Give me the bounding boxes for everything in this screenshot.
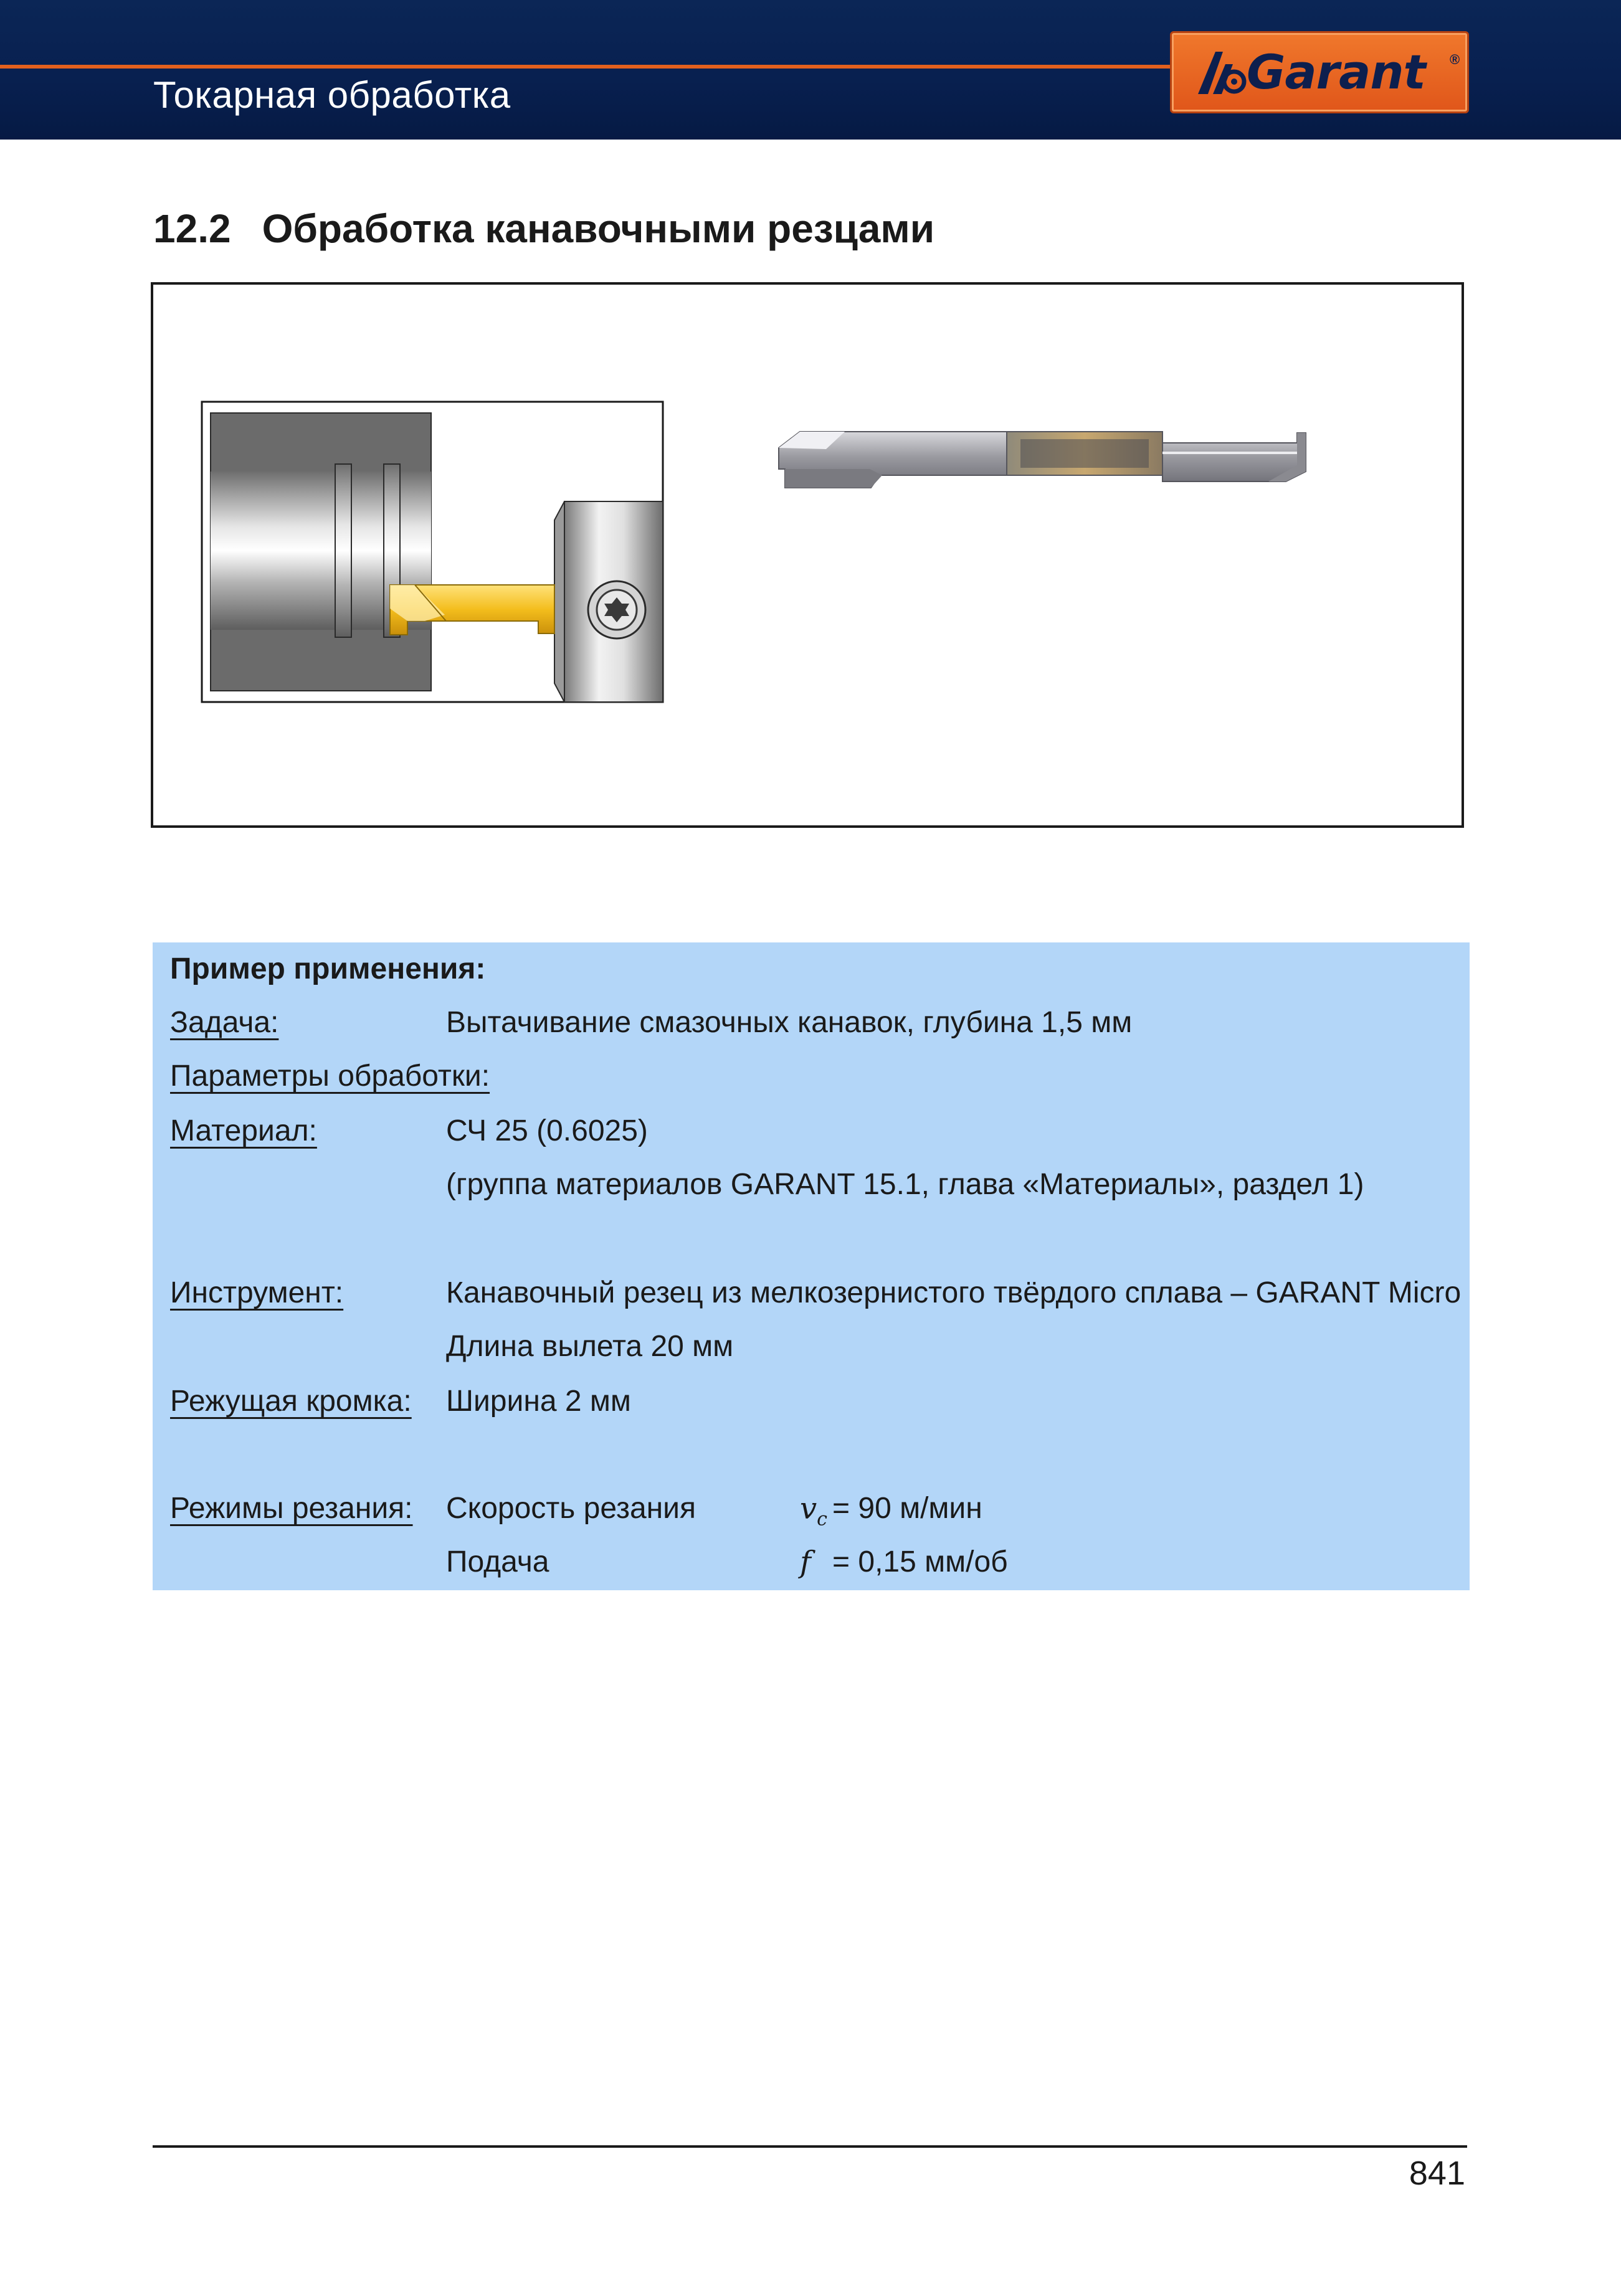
section-number: 12.2: [153, 206, 231, 251]
garant-logo: [1170, 31, 1469, 113]
footer-rule: [153, 2145, 1467, 2148]
speed-symbol-subscript: c: [817, 1508, 827, 1530]
feed-label: Подача: [446, 1545, 549, 1578]
chapter-title: Токарная обработка: [153, 74, 511, 116]
logo-wordmark: Garant: [1247, 44, 1425, 100]
example-title: Пример применения:: [170, 952, 486, 985]
cutting-speed-value: = 90 м/мин: [832, 1492, 982, 1525]
page-number: 841: [1409, 2155, 1465, 2192]
task-label: Задача:: [170, 1006, 279, 1039]
material-value: СЧ 25 (0.6025): [446, 1114, 648, 1147]
task-value: Вытачивание смазочных канавок, глубина 1,5 мм: [446, 1006, 1133, 1039]
cutting-speed-label: Скорость резания: [446, 1492, 696, 1525]
section-heading: [153, 206, 934, 252]
garant-logo-icon: [1194, 45, 1247, 99]
tool-overhang: Длина вылета 20 мм: [446, 1330, 734, 1363]
grooving-setup-illustration: [202, 402, 663, 702]
material-note: (группа материалов GARANT 15.1, глава «Материалы», раздел 1): [446, 1168, 1364, 1201]
cutting-speed-symbol: [800, 1491, 827, 1530]
illustration-canvas: [153, 285, 1462, 825]
feed-symbol: f: [800, 1545, 811, 1580]
speed-symbol-letter: v: [800, 1491, 817, 1526]
micro-grooving-tool-image: [779, 432, 1306, 488]
material-label: Материал:: [170, 1114, 317, 1147]
cutting-edge-value: Ширина 2 мм: [446, 1385, 631, 1418]
tool-label: Инструмент:: [170, 1276, 344, 1309]
section-heading-title: Обработка канавочными резцами: [262, 206, 935, 251]
feed-value: = 0,15 мм/об: [832, 1545, 1008, 1578]
cutting-edge-label: Режущая кромка:: [170, 1385, 412, 1418]
header-accent-rule: [0, 65, 1171, 69]
params-label: Параметры обработки:: [170, 1060, 490, 1093]
registered-mark: ®: [1450, 52, 1460, 67]
page-header: [0, 0, 1621, 140]
cutting-modes-label: Режимы резания:: [170, 1492, 413, 1525]
illustration-frame: [151, 282, 1464, 828]
tool-value: Канавочный резец из мелкозернистого твёрдого сплава – GARANT Micro: [446, 1276, 1462, 1309]
